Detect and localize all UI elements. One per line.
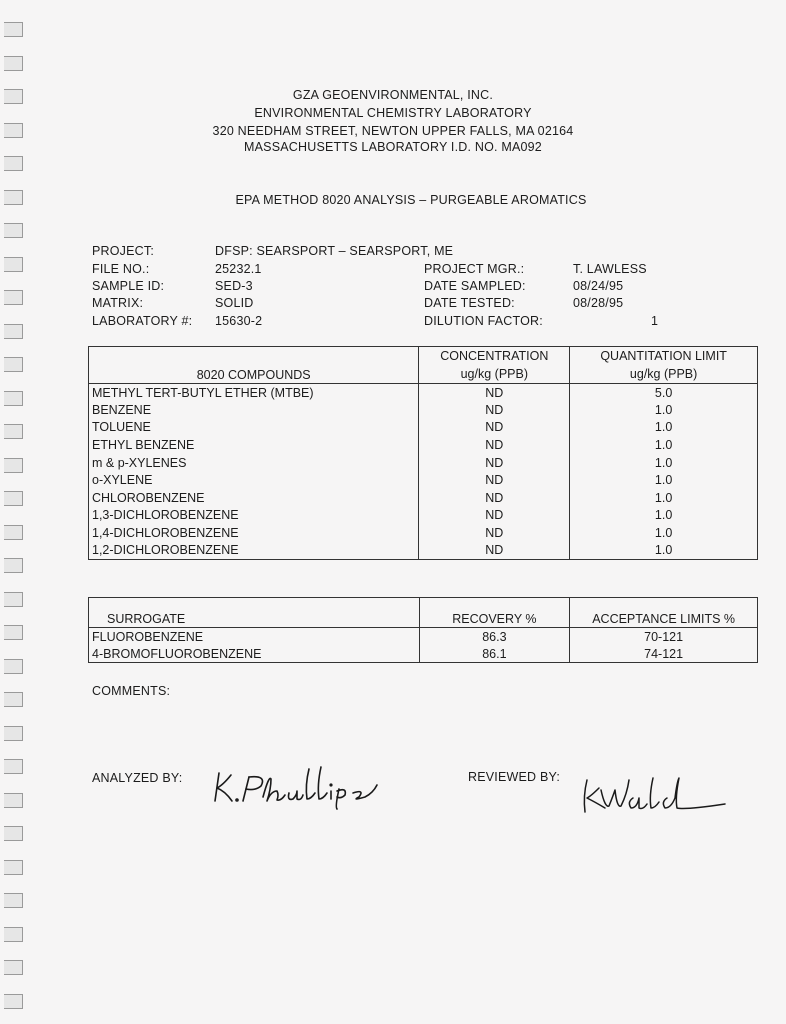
analyzed-by-signature (205, 755, 385, 810)
quantitation-limit-value: 1.0 (570, 542, 758, 560)
compound-name: ETHYL BENZENE (89, 436, 419, 454)
surrogate-table (88, 597, 758, 663)
concentration-value: ND (419, 542, 570, 560)
surrogate-body (89, 628, 758, 663)
date-sampled-value: 08/24/95 (573, 279, 624, 293)
file-no-label: FILE NO.: (92, 262, 150, 276)
compound-row (89, 436, 758, 454)
project-value: DFSP: SEARSPORT – SEARSPORT, ME (215, 244, 454, 258)
date-sampled-label: DATE SAMPLED: (424, 279, 526, 293)
compound-row (89, 542, 758, 560)
binding-hole (4, 525, 23, 540)
method-title: EPA METHOD 8020 ANALYSIS – PURGEABLE AROMATICS (235, 193, 587, 207)
concentration-value: ND (419, 471, 570, 489)
binding-hole (4, 458, 23, 473)
binding-hole (4, 156, 23, 171)
dilution-factor-value: 1 (651, 314, 659, 328)
recovery-value: 86.3 (419, 628, 570, 646)
acceptance-col-header: ACCEPTANCE LIMITS % (570, 598, 758, 628)
compound-name: 1,2-DICHLOROBENZENE (89, 542, 419, 560)
binding-hole (4, 893, 23, 908)
compound-name: BENZENE (89, 401, 419, 419)
quantitation-limit-value: 1.0 (570, 507, 758, 525)
binding-hole (4, 324, 23, 339)
surrogate-col-header: SURROGATE (89, 598, 420, 628)
quantitation-col-header (570, 347, 758, 384)
project-label: PROJECT: (92, 244, 155, 258)
dilution-factor-label: DILUTION FACTOR: (424, 314, 543, 328)
binding-hole (4, 692, 23, 707)
date-tested-value: 08/28/95 (573, 296, 624, 310)
surrogate-row (89, 628, 758, 646)
binding-hole (4, 257, 23, 272)
binding-hole (4, 793, 23, 808)
matrix-value: SOLID (215, 296, 254, 310)
concentration-col-header (419, 347, 570, 384)
binding-hole (4, 290, 23, 305)
compounds-header-row (89, 347, 758, 384)
surrogate-name: FLUOROBENZENE (89, 628, 420, 646)
laboratory-number-value: 15630-2 (215, 314, 263, 328)
file-no-value: 25232.1 (215, 262, 262, 276)
quantitation-header-line2: ug/kg (PPB) (629, 367, 698, 381)
binding-hole (4, 592, 23, 607)
quantitation-header-line1: QUANTITATION LIMIT (600, 349, 727, 363)
compound-name: 1,3-DICHLOROBENZENE (89, 507, 419, 525)
concentration-value: ND (419, 489, 570, 507)
binding-hole (4, 659, 23, 674)
laboratory-number-label: LABORATORY #: (92, 314, 193, 328)
concentration-value: ND (419, 384, 570, 402)
quantitation-limit-value: 1.0 (570, 454, 758, 472)
project-mgr-value: T. LAWLESS (573, 262, 647, 276)
matrix-label: MATRIX: (92, 296, 144, 310)
lab-id: MASSACHUSETTS LABORATORY I.D. NO. MA092 (244, 140, 542, 154)
concentration-value: ND (419, 507, 570, 525)
compound-name: CHLOROBENZENE (89, 489, 419, 507)
compound-row (89, 419, 758, 437)
compound-row (89, 507, 758, 525)
binding-hole (4, 22, 23, 37)
compound-row (89, 489, 758, 507)
binding-hole (4, 357, 23, 372)
compounds-table (88, 346, 758, 560)
compound-row (89, 471, 758, 489)
quantitation-limit-value: 1.0 (570, 489, 758, 507)
date-tested-label: DATE TESTED: (424, 296, 515, 310)
surrogate-header-row (89, 598, 758, 628)
recovery-col-header: RECOVERY % (419, 598, 570, 628)
compound-name: TOLUENE (89, 419, 419, 437)
compound-row (89, 454, 758, 472)
sample-id-label: SAMPLE ID: (92, 279, 165, 293)
compound-name: o-XYLENE (89, 471, 419, 489)
surrogate-name: 4-BROMOFLUOROBENZENE (89, 645, 420, 663)
quantitation-limit-value: 5.0 (570, 384, 758, 402)
binding-hole (4, 491, 23, 506)
quantitation-limit-value: 1.0 (570, 419, 758, 437)
binding-hole (4, 860, 23, 875)
surrogate-row (89, 645, 758, 663)
project-mgr-label: PROJECT MGR.: (424, 262, 525, 276)
compound-row (89, 524, 758, 542)
concentration-value: ND (419, 419, 570, 437)
quantitation-limit-value: 1.0 (570, 401, 758, 419)
binding-hole (4, 391, 23, 406)
lab-name: ENVIRONMENTAL CHEMISTRY LABORATORY (254, 106, 532, 120)
binding-hole (4, 927, 23, 942)
binding-hole (4, 826, 23, 841)
recovery-value: 86.1 (419, 645, 570, 663)
compound-row (89, 384, 758, 402)
lab-address: 320 NEEDHAM STREET, NEWTON UPPER FALLS, MA 02164 (212, 124, 574, 138)
reviewed-by-signature (575, 768, 735, 816)
quantitation-limit-value: 1.0 (570, 471, 758, 489)
company-name: GZA GEOENVIRONMENTAL, INC. (292, 88, 494, 102)
binding-hole (4, 726, 23, 741)
binding-hole (4, 558, 23, 573)
concentration-value: ND (419, 436, 570, 454)
reviewed-by-label: REVIEWED BY: (468, 770, 561, 784)
concentration-header-line1: CONCENTRATION (440, 349, 549, 363)
binding-hole (4, 960, 23, 975)
compounds-col-header: 8020 COMPOUNDS (89, 347, 419, 384)
quantitation-limit-value: 1.0 (570, 524, 758, 542)
binding-hole (4, 994, 23, 1009)
compound-name: 1,4-DICHLOROBENZENE (89, 524, 419, 542)
binding-hole (4, 759, 23, 774)
sample-id-value: SED-3 (215, 279, 253, 293)
comments-label: COMMENTS: (92, 684, 171, 698)
compound-name: m & p-XYLENES (89, 454, 419, 472)
concentration-value: ND (419, 454, 570, 472)
concentration-value: ND (419, 524, 570, 542)
binding-hole (4, 223, 23, 238)
analyzed-by-label: ANALYZED BY: (92, 771, 183, 785)
binding-hole (4, 424, 23, 439)
acceptance-limits-value: 74-121 (570, 645, 758, 663)
compound-name: METHYL TERT-BUTYL ETHER (MTBE) (89, 384, 419, 402)
compounds-body (89, 384, 758, 560)
concentration-header-line2: ug/kg (PPB) (460, 367, 528, 381)
acceptance-limits-value: 70-121 (570, 628, 758, 646)
concentration-value: ND (419, 401, 570, 419)
compound-row (89, 401, 758, 419)
binding-hole (4, 56, 23, 71)
binding-hole (4, 625, 23, 640)
quantitation-limit-value: 1.0 (570, 436, 758, 454)
